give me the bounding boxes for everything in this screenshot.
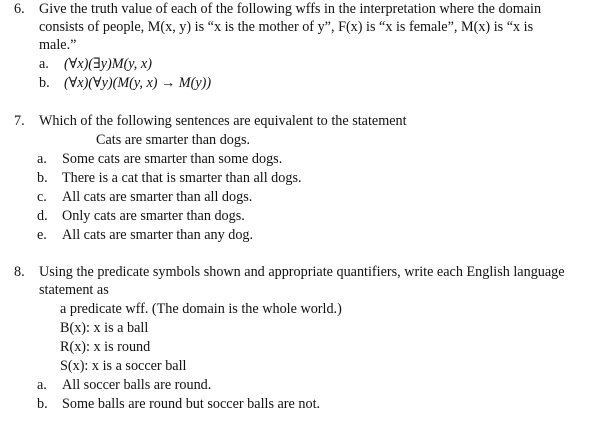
- item-letter: a.: [37, 151, 47, 167]
- predicate-definition: B(x): x is a ball: [60, 320, 149, 336]
- problem-number: 8.: [14, 264, 25, 280]
- list-item: Some balls are round but soccer balls are not.: [62, 396, 321, 412]
- list-item: All cats are smarter than all dogs.: [62, 189, 253, 205]
- item-letter: c.: [37, 189, 47, 205]
- problem-stem-line: statement as: [39, 282, 109, 298]
- problem-stem-line: Using the predicate symbols shown and appropriate quantifiers, write each English language: [39, 264, 565, 280]
- problem-stem-line: Give the truth value of each of the following wffs in the interpretation where the domain: [39, 1, 542, 17]
- list-item: There is a cat that is smarter than all dogs.: [62, 170, 302, 186]
- predicate-definition: R(x): x is round: [60, 339, 151, 355]
- indented-line: a predicate wff. (The domain is the whole world.): [60, 301, 342, 317]
- item-letter: b.: [37, 396, 48, 412]
- problem-stem-line: male.”: [39, 37, 77, 53]
- item-letter: a.: [37, 377, 47, 393]
- list-item: All soccer balls are round.: [62, 377, 212, 393]
- item-letter: a.: [39, 56, 49, 72]
- predicate-definition: S(x): x is a soccer ball: [60, 358, 187, 374]
- item-letter: b.: [37, 170, 48, 186]
- item-letter: d.: [37, 208, 48, 224]
- formula-item: (∀x)(∃y)M(y, x): [64, 56, 152, 72]
- list-item: All cats are smarter than any dog.: [62, 227, 254, 243]
- item-letter: e.: [37, 227, 47, 243]
- list-item: Only cats are smarter than dogs.: [62, 208, 245, 224]
- problem-number: 6.: [14, 1, 25, 17]
- list-item: Some cats are smarter than some dogs.: [62, 151, 283, 167]
- statement-line: Cats are smarter than dogs.: [96, 132, 251, 148]
- problem-stem-line: Which of the following sentences are equivalent to the statement: [39, 113, 407, 129]
- formula-item: (∀x)(∀y)(M(y, x) → M(y)): [64, 75, 212, 91]
- problem-number: 7.: [14, 113, 25, 129]
- item-letter: b.: [39, 75, 50, 91]
- problem-stem-line: consists of people, M(x, y) is “x is the mother of y”, F(x) is “x is female”, M(x) is “x is: [39, 19, 534, 35]
